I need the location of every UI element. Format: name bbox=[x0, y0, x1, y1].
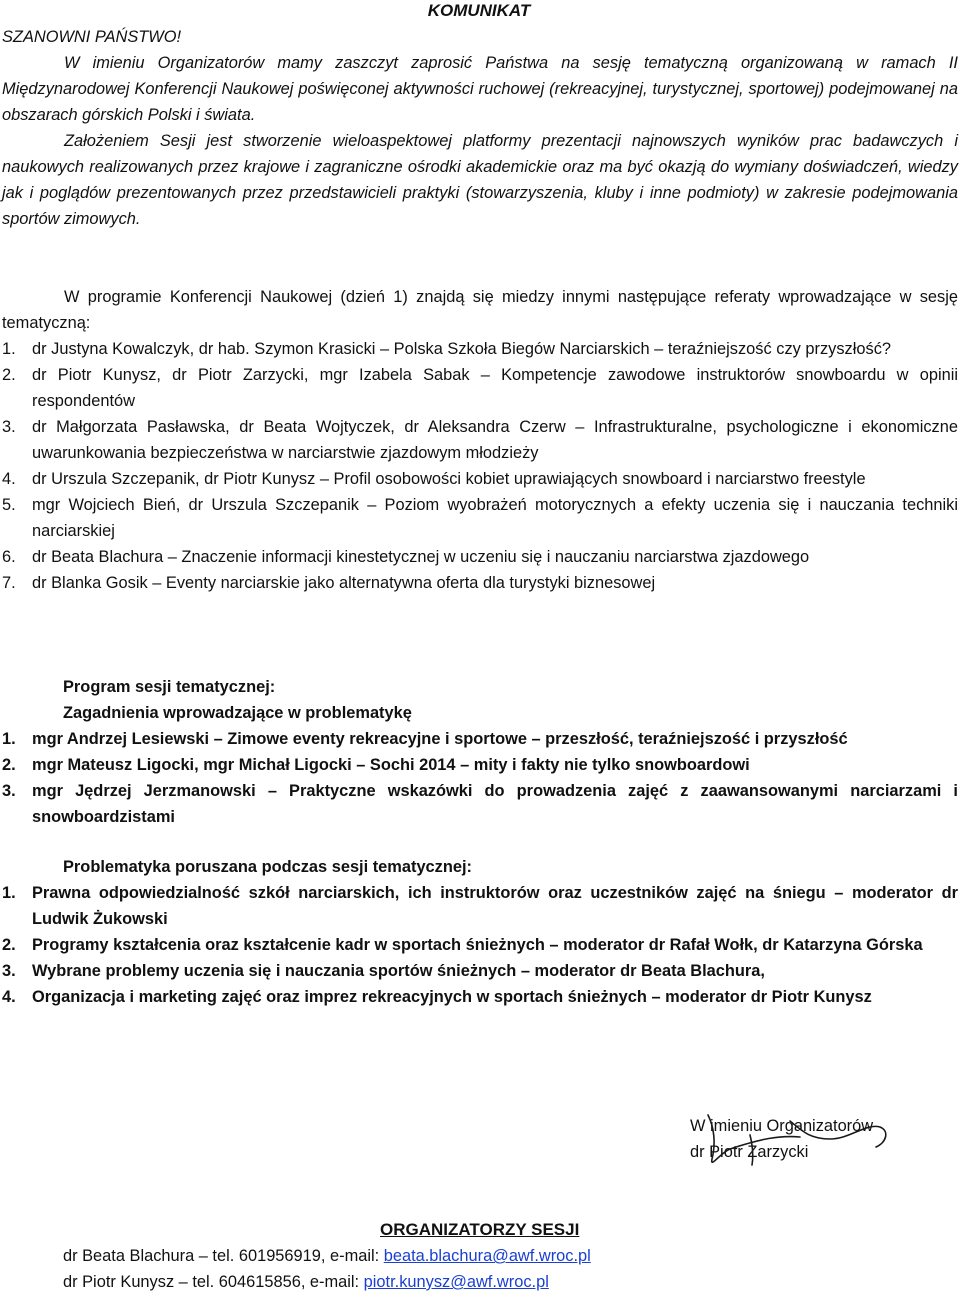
list-item bbox=[2, 778, 958, 830]
list-item bbox=[2, 336, 958, 362]
list-item-number: 1. bbox=[2, 340, 16, 358]
document-title: KOMUNIKAT bbox=[427, 1, 531, 20]
organizers-list bbox=[63, 1243, 943, 1295]
list-item bbox=[2, 958, 958, 984]
list-item-number: 4. bbox=[2, 988, 16, 1006]
organizer-contact bbox=[63, 1243, 943, 1269]
signature-line-2: dr Piotr Zarzycki bbox=[690, 1143, 809, 1161]
list-item bbox=[2, 544, 958, 570]
handwritten-signature bbox=[690, 1113, 930, 1173]
intro-paragraph-invitation: W imieniu Organizatorów mamy zaszczyt zaprosić Państwa na sesję tematyczną organizowaną w ramach II Międzynarodowej Konferencji Naukowej poświęconej aktywności ruchowej (rekreacyjnej, turystycznej, sportowej) podejmowanej na obszarach górskich Polski i świata. bbox=[2, 54, 958, 124]
list-item bbox=[2, 984, 958, 1010]
salutation: SZANOWNI PAŃSTWO! bbox=[2, 28, 182, 46]
list-item-text: dr Justyna Kowalczyk, dr hab. Szymon Krasicki – Polska Szkoła Biegów Narciarskich – teraźniejszość czy przyszłość? bbox=[32, 340, 892, 358]
list-item-number: 1. bbox=[2, 730, 16, 748]
list-item-text: dr Urszula Szczepanik, dr Piotr Kunysz – Profil osobowości kobiet uprawiających snowboard i narciarstwo freestyle bbox=[32, 470, 866, 488]
list-item-text: dr Beata Blachura – Znaczenie informacji kinestetycznej w uczeniu się i nauczaniu narciarstwa zjazdowego bbox=[32, 548, 810, 566]
list-item-text: mgr Jędrzej Jerzmanowski – Praktyczne wskazówki do prowadzenia zajęć z zaawansowanymi narciarzami i snowboardzistami bbox=[32, 782, 958, 826]
list-item-text: Programy kształcenia oraz kształcenie kadr w sportach śnieżnych – moderator dr Rafał Wołk, dr Katarzyna Górska bbox=[32, 936, 923, 954]
list-item bbox=[2, 570, 958, 596]
list-item-text: mgr Wojciech Bień, dr Urszula Szczepanik – Poziom wyobrażeń motorycznych a efekty uczenia się i nauczania techniki narciarskiej bbox=[32, 496, 958, 540]
session-subheading: Zagadnienia wprowadzające w problematykę bbox=[63, 704, 412, 722]
list-item bbox=[2, 880, 958, 932]
issues-heading: Problematyka poruszana podczas sesji tematycznej: bbox=[63, 858, 473, 876]
list-item-number: 2. bbox=[2, 756, 16, 774]
list-item-number: 3. bbox=[2, 962, 16, 980]
list-item-text: mgr Mateusz Ligocki, mgr Michał Ligocki – Sochi 2014 – mity i fakty nie tylko snowboardowi bbox=[32, 756, 750, 774]
list-item-number: 2. bbox=[2, 936, 16, 954]
list-item-text: Wybrane problemy uczenia się i nauczania sportów śnieżnych – moderator dr Beata Blachura, bbox=[32, 962, 765, 980]
organizers-title: ORGANIZATORZY SESJI bbox=[380, 1220, 580, 1239]
session-section bbox=[2, 674, 958, 830]
intro-section bbox=[2, 24, 958, 232]
list-item-text: mgr Andrzej Lesiewski – Zimowe eventy rekreacyjne i sportowe – przeszłość, teraźniejszość i przyszłość bbox=[32, 730, 848, 748]
list-item-text: dr Piotr Kunysz, dr Piotr Zarzycki, mgr Izabela Sabak – Kompetencje zawodowe instruktorów snowboardu w opinii respondentów bbox=[32, 366, 958, 410]
list-item-number: 6. bbox=[2, 548, 16, 566]
list-item bbox=[2, 932, 958, 958]
organizer-details: dr Beata Blachura – tel. 601956919, e-mail: bbox=[63, 1247, 384, 1265]
list-item bbox=[2, 362, 958, 414]
signature-line-1: W imieniu Organizatorów bbox=[690, 1117, 874, 1135]
signature-block bbox=[690, 1113, 950, 1165]
list-item-number: 1. bbox=[2, 884, 16, 902]
email-link[interactable]: beata.blachura@awf.wroc.pl bbox=[383, 1247, 591, 1265]
list-item-text: dr Małgorzata Pasławska, dr Beata Wojtyczek, dr Aleksandra Czerw – Infrastrukturalne, psychologiczne i ekonomiczne uwarunkowania bezpieczeństwa w narciarstwie zjazdowym młodzieży bbox=[32, 418, 958, 462]
list-item bbox=[2, 414, 958, 466]
list-item bbox=[2, 726, 958, 752]
list-item-text: Prawna odpowiedzialność szkół narciarskich, ich instruktorów oraz uczestników zajęć na śniegu – moderator dr Ludwik Żukowski bbox=[32, 884, 958, 928]
list-item-number: 3. bbox=[2, 782, 16, 800]
list-item-text: Organizacja i marketing zajęć oraz imprez rekreacyjnych w sportach śnieżnych – moderator dr Piotr Kunysz bbox=[32, 988, 872, 1006]
programme-section bbox=[2, 284, 958, 596]
list-item-number: 4. bbox=[2, 470, 16, 488]
list-item bbox=[2, 492, 958, 544]
intro-paragraph-aim: Założeniem Sesji jest stworzenie wieloaspektowej platformy prezentacji najnowszych wyników prac badawczych i naukowych realizowanych przez krajowe i zagraniczne ośrodki akademickie oraz ma być okazją do wymiany doświadczeń, wiedzy jak i poglądów prezentowanych przez przedstawicieli praktyki (stowarzyszenia, kluby i inne podmioty) w zakresie podejmowania sportów zimowych. bbox=[2, 132, 958, 228]
email-link[interactable]: piotr.kunysz@awf.wroc.pl bbox=[363, 1273, 549, 1291]
list-item-number: 3. bbox=[2, 418, 16, 436]
programme-intro: W programie Konferencji Naukowej (dzień 1) znajdą się miedzy innymi następujące referaty wprowadzające w sesję tematyczną: bbox=[2, 288, 958, 332]
organizer-contact bbox=[63, 1269, 943, 1295]
list-item-number: 7. bbox=[2, 574, 16, 592]
list-item bbox=[2, 466, 958, 492]
organizer-details: dr Piotr Kunysz – tel. 604615856, e-mail: bbox=[63, 1273, 364, 1291]
issues-section bbox=[2, 854, 958, 1010]
list-item bbox=[2, 752, 958, 778]
list-item-number: 5. bbox=[2, 496, 16, 514]
list-item-text: dr Blanka Gosik – Eventy narciarskie jako alternatywna oferta dla turystyki biznesowej bbox=[32, 574, 656, 592]
session-heading: Program sesji tematycznej: bbox=[63, 678, 276, 696]
list-item-number: 2. bbox=[2, 366, 16, 384]
